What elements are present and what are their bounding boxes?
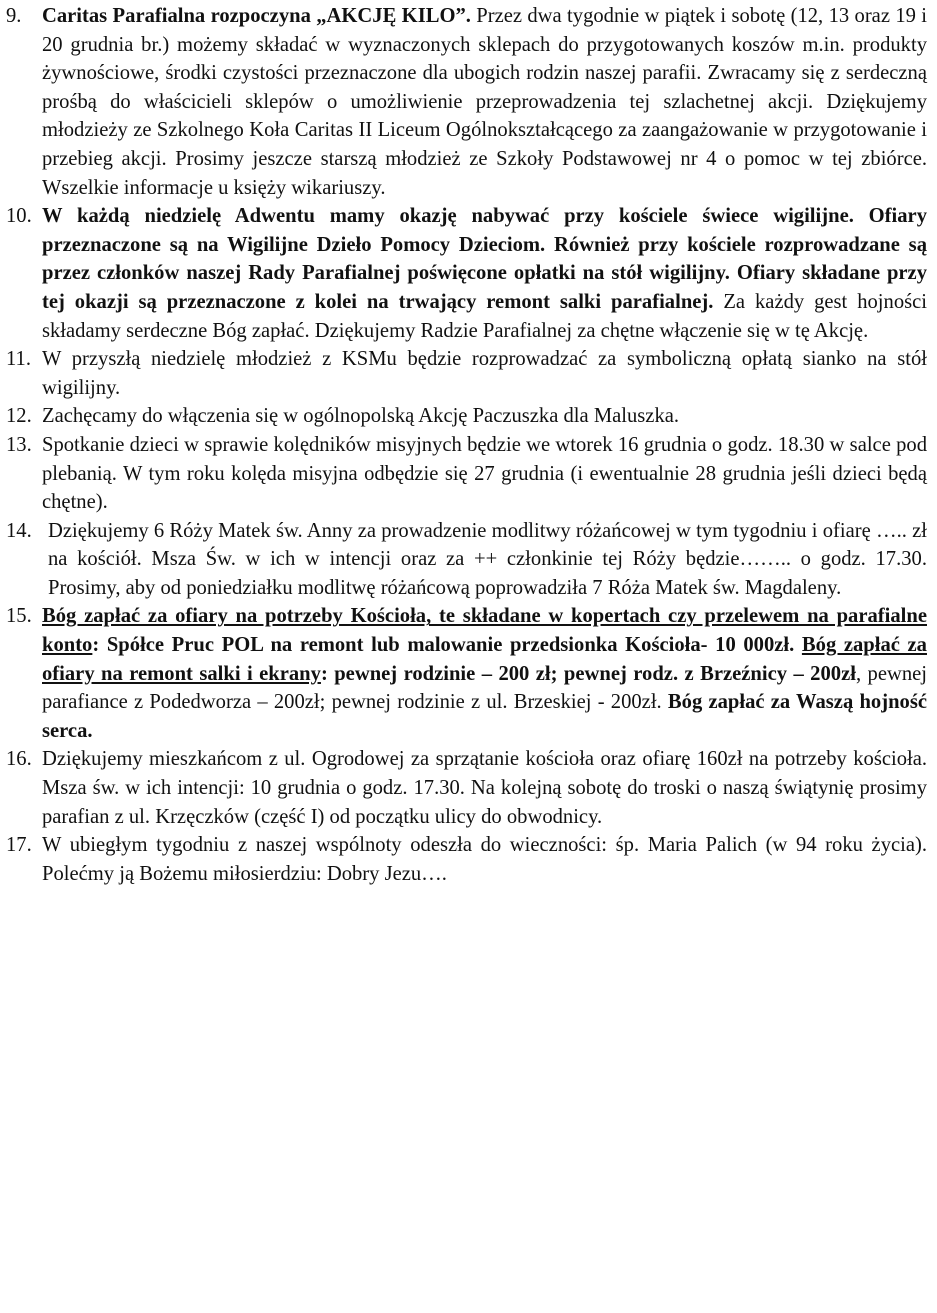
announcement-number: 17. xyxy=(6,834,32,857)
text-segment: Dziękujemy 6 Róży Matek św. Anny za prowadzenie modlitwy różańcowej w tym tygodniu i ofiarę ….. zł na kościół. Msza Św. w ich w intencji oraz za ++ członkinie tej Róży będzie…….. o godz. 17.30. Prosimy, aby od poniedziałku modlitwę różańcową poprowadziła 7 Róża Matek św. Magdaleny. xyxy=(48,519,927,599)
text-segment: Bóg zapłać za ofiary na remont salki i ekrany xyxy=(42,634,927,685)
text-segment: Przez dwa tygodnie w piątek i sobotę (12, 13 oraz 19 i 20 grudnia br.) możemy składać w wyznaczonych sklepach do przygotowanych koszów m.in. produkty żywnościowe, środki czystości przeznaczone dla ubogich rodzin naszej parafii. Zwracamy się z serdeczną prośbą do właścicieli sklepów o umożliwienie przeprowadzenia tej szlachetnej akcji. Dziękujemy młodzieży ze Szkolnego Koła Caritas II Liceum Ogólnokształcącego za zaangażowanie w przygotowanie i przebieg akcji. Prosimy jeszcze starszą młodzież ze Szkoły Podstawowej nr 4 o pomoc w tej zbiórce. Wszelkie informacje u księży wikariuszy. xyxy=(42,5,927,199)
announcement-number: 9. xyxy=(6,5,22,27)
text-segment: Caritas Parafialna rozpoczyna „AKCJĘ KILO”. xyxy=(42,5,471,27)
text-segment: Bóg zapłać za ofiary na potrzeby Kościoła, te składane w kopertach czy przelewem na parafialne konto xyxy=(42,605,927,657)
text-segment: Dziękujemy mieszkańcom z ul. Ogrodowej za sprzątanie kościoła oraz ofiarę 160zł na potrzeby kościoła. Msza św. w ich intencji: 10 grudnia o godz. 17.30. Na kolejną sobotę do troski o naszą świątynię prosimy parafian z ul. Krzęczków (część I) od początku ulicy do obwodnicy. xyxy=(42,748,927,828)
announcement-number: 10. xyxy=(6,205,32,228)
announcement-item xyxy=(6,602,927,745)
announcement-text xyxy=(42,2,927,202)
announcement-list xyxy=(6,2,927,888)
announcement-item xyxy=(6,831,927,888)
announcement-item xyxy=(6,517,927,603)
announcement-number: 16. xyxy=(6,748,32,771)
text-segment: W ubiegłym tygodniu z naszej wspólnoty odeszła do wieczności: śp. Maria Palich (w 94 roku życia). Polećmy ją Bożemu miłosierdziu: Dobry Jezu…. xyxy=(42,834,927,885)
announcement-item xyxy=(6,431,927,517)
text-segment: , pewnej parafiance z Podedworza – 200zł; pewnej rodzinie z ul. Brzeskiej - 200zł. xyxy=(42,662,928,714)
announcement-number: 15. xyxy=(6,605,32,628)
announcement-number: 13. xyxy=(6,433,32,456)
announcement-text xyxy=(42,345,927,402)
text-segment: Zachęcamy do włączenia się w ogólnopolską Akcję Paczuszka dla Maluszka. xyxy=(42,405,680,428)
text-segment: : pewnej rodzinie – 200 zł; pewnej rodz. z Brzeźnicy – 200zł xyxy=(320,662,856,685)
announcement-item xyxy=(6,402,927,431)
announcement-text xyxy=(42,831,927,888)
announcement-item xyxy=(6,745,927,831)
text-segment: W każdą niedzielę Adwentu mamy okazję nabywać przy kościele świece wigilijne. Ofiary przeznaczone są na Wigilijne Dzieło Pomocy Dzieciom. Również przy kościele rozprowadzane są przez członków naszej Rady Parafialnej poświęcone opłatki na stół wigilijny. Ofiary składane przy tej okazji są przeznaczone z kolei na trwający remont salki parafialnej. xyxy=(42,205,927,313)
announcement-number: 14. xyxy=(6,519,32,542)
text-segment: Za każdy gest hojności składamy serdeczne Bóg zapłać. Dziękujemy Radzie Parafialnej za chętne włączenie się w tę Akcję. xyxy=(42,290,927,342)
announcement-text xyxy=(42,602,927,745)
announcement-number: 11. xyxy=(6,348,31,371)
announcement-text xyxy=(42,202,927,345)
text-segment: : Spółce Pruc POL na remont lub malowanie przedsionka Kościoła- 10 000zł. xyxy=(92,634,802,657)
announcement-item xyxy=(6,2,927,202)
announcement-number: 12. xyxy=(6,405,32,428)
text-segment: Bóg zapłać za Waszą hojność serca. xyxy=(42,691,927,742)
announcement-text xyxy=(42,745,927,831)
text-segment: Spotkanie dzieci w sprawie kolędników misyjnych będzie we wtorek 16 grudnia o godz. 18.30 w salce pod plebanią. W tym roku kolęda misyjna odbędzie się 27 grudnia (i ewentualnie 28 grudnia jeśli dzieci będą chętne). xyxy=(42,433,927,514)
announcement-text xyxy=(48,517,927,603)
announcement-item xyxy=(6,345,927,402)
announcement-text xyxy=(42,402,927,431)
announcement-item xyxy=(6,202,927,345)
text-segment: W przyszłą niedzielę młodzież z KSMu będzie rozprowadzać za symboliczną opłatą sianko na stół wigilijny. xyxy=(42,348,927,399)
announcement-text xyxy=(42,431,927,517)
